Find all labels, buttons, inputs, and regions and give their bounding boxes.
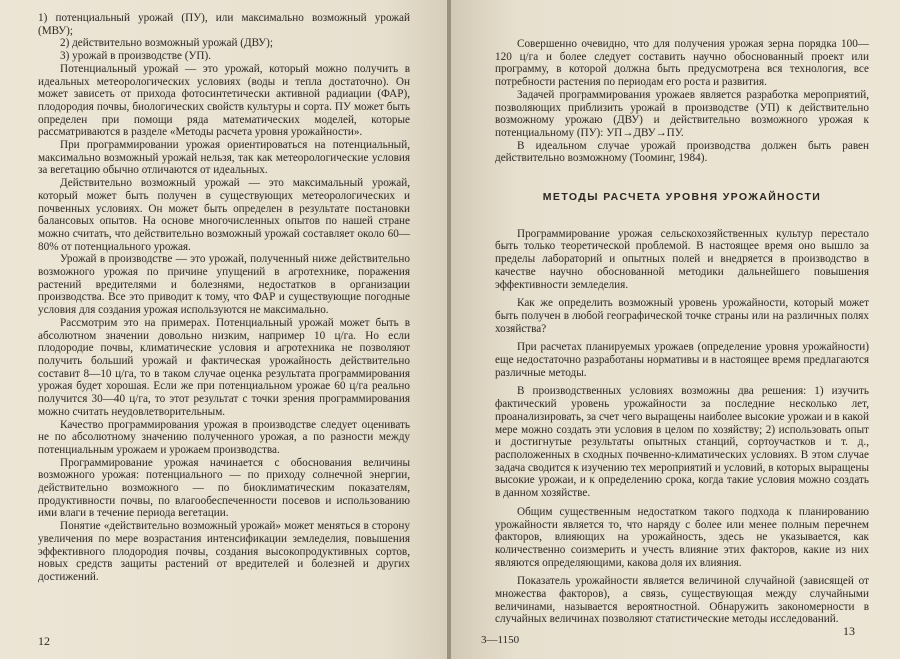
section-heading: МЕТОДЫ РАСЧЕТА УРОВНЯ УРОЖАЙНОСТИ	[542, 191, 822, 204]
right-page-text	[495, 38, 869, 626]
right-section-paragraph: В производственных условиях возможны два решения: 1) изучить фактический уровень урожайности за последние несколько лет, проанализировать, за счет чего выращены наиболее высокие урожаи и в какой мере можно создать эти условия в целом по хозяйству; 2) использовать опыт и достигнутые результаты опытных станций, сортоучастков и т. д., расположенных в сходных почвенно-климатических условиях. В этом случае задача сводится к изучению тех мероприятий и условий, в которых выращены высокие урожаи, и к определению срока, когда такие условия можно создать в данном хозяйстве.	[495, 385, 869, 500]
right-section-paragraph: Общим существенным недостатком такого подхода к планированию урожайности является то, что наряду с более или менее полным перечнем факторов, влияющих на урожайность, здесь не указывается, как количественно соизмерить и учесть влияние этих факторов, какие из них являются определяющими, какова доля их влияния.	[495, 505, 869, 569]
left-paragraph: Программирование урожая начинается с обоснования величины возможного урожая: потенциального — по приходу солнечной энергии, действительно возможного — по биоклиматическим показателям, продуктивности почвы, по влагообеспеченности посевов и использованию ими влаги в течение периода вегетации.	[38, 456, 410, 520]
signature-mark: 3—1150	[481, 634, 520, 646]
left-paragraph: Рассмотрим это на примерах. Потенциальный урожай может быть в абсолютном значении довольно низким, например 10 ц/га. Но если плодородие почвы, климатические условия и агротехника не позволяют получить больший урожай и фактическая урожайность действительно составит 8—10 ц/га, то в таком случае оценка результата программирования урожая будет хорошая. Если же при потенциальном урожае 60 ц/га реально получится 30—40 ц/га, то этот результат с точки зрения программирования можно считать неудовлетворительным.	[38, 316, 410, 418]
left-paragraph: 2) действительно возможный урожай (ДВУ);	[60, 37, 273, 50]
right-intro-paragraph: Задачей программирования урожаев является разработка мероприятий, позволяющих приблизить урожай в производстве (УП) к действительно возможному урожаю (ДВУ) и действительно возможного урожая к потенциальному (ПУ): УП→ДВУ→ПУ.	[495, 88, 869, 139]
right-section-paragraph: Как же определить возможный уровень урожайности, который может быть получен в любой географической точке страны или на различных полях хозяйства?	[495, 297, 869, 335]
left-paragraph: Урожай в производстве — это урожай, полученный ниже действительно возможного урожая по причине упущений в агротехнике, поражения растений вредителями и болезнями, недостатков в организации производства. Все это приводит к тому, что ФАР и существующие погодные условия для создания урожая используются не максимально.	[38, 253, 410, 317]
left-page-number: 12	[38, 634, 50, 648]
right-page	[451, 0, 900, 659]
right-section-paragraph: Показатель урожайности является величиной случайной (зависящей от множества факторов), а связь, существующая между случайными величинами, называется вероятностной. Обнаружить закономерности в случайных величинах позволяют статистические методы исследований.	[495, 575, 869, 626]
left-paragraph: 1) потенциальный урожай (ПУ), или максимально возможный урожай (МВУ);	[38, 12, 410, 37]
left-paragraph: Понятие «действительно возможный урожай» может меняться в сторону увеличения по мере возрастания интенсификации земледелия, повышения эффективного плодородия почвы, создания высокопродуктивных сортов, новых средств защиты растений от вредителей и болезней и других достижений.	[38, 520, 410, 583]
left-paragraph: 3) урожай в производстве (УП).	[60, 50, 212, 63]
right-section-paragraph: Программирование урожая сельскохозяйственных культур перестало быть только теоретической проблемой. В настоящее время оно вышло за пределы лабораторий и опытных полей и внедряется в производство в качестве научно обоснованной методики дальнейшего повышения эффективности земледелия.	[495, 227, 869, 291]
left-paragraph: При программировании урожая ориентироваться на потенциальный, максимально возможный урожай нельзя, так как метеорологические условия за вегетацию обычно отличаются от идеальных.	[38, 139, 410, 177]
left-paragraph: Качество программирования урожая в производстве следует оценивать не по абсолютному значению полученного урожая, а по разности между потенциальным урожаем и урожаем производства.	[38, 418, 410, 456]
left-page-text	[38, 12, 410, 584]
right-intro-paragraph: В идеальном случае урожай производства должен быть равен действительно возможному (Тооминг, 1984).	[495, 139, 869, 165]
right-intro-paragraph: Совершенно очевидно, что для получения урожая зерна порядка 100—120 ц/га и более следует составить научно обоснованный проект или программу, в которой должна быть предусмотрена вся технология, все потребности растения по периодам его роста и развития.	[495, 38, 869, 89]
right-page-number: 13	[843, 624, 855, 638]
left-paragraph: Действительно возможный урожай — это максимальный урожай, который может быть получен в существующих метеорологических и почвенных условиях. Он может быть определен в результате постановки балансовых опытов. На основе многочисленных опытов по нашей стране можно считать, что действительно возможный урожай составляет около 60—80% от потенциального урожая.	[38, 177, 410, 253]
left-page	[0, 0, 449, 659]
right-section-paragraph: При расчетах планируемых урожаев (определение уровня урожайности) еще недостаточно разработаны нормативы и в настоящее время предлагаются различные методы.	[495, 341, 869, 379]
left-paragraph: Потенциальный урожай — это урожай, который можно получить в идеальных метеорологических условиях (воды и тепла достаточно). Он может зависеть от прихода фотосинтетически активной радиации (ФАР), плодородия почвы, биологических свойств культуры и сорта. ПУ может быть определен при помощи ряда математических моделей, которые рассматриваются в разделе «Методы расчета уровня урожайности».	[38, 62, 410, 139]
